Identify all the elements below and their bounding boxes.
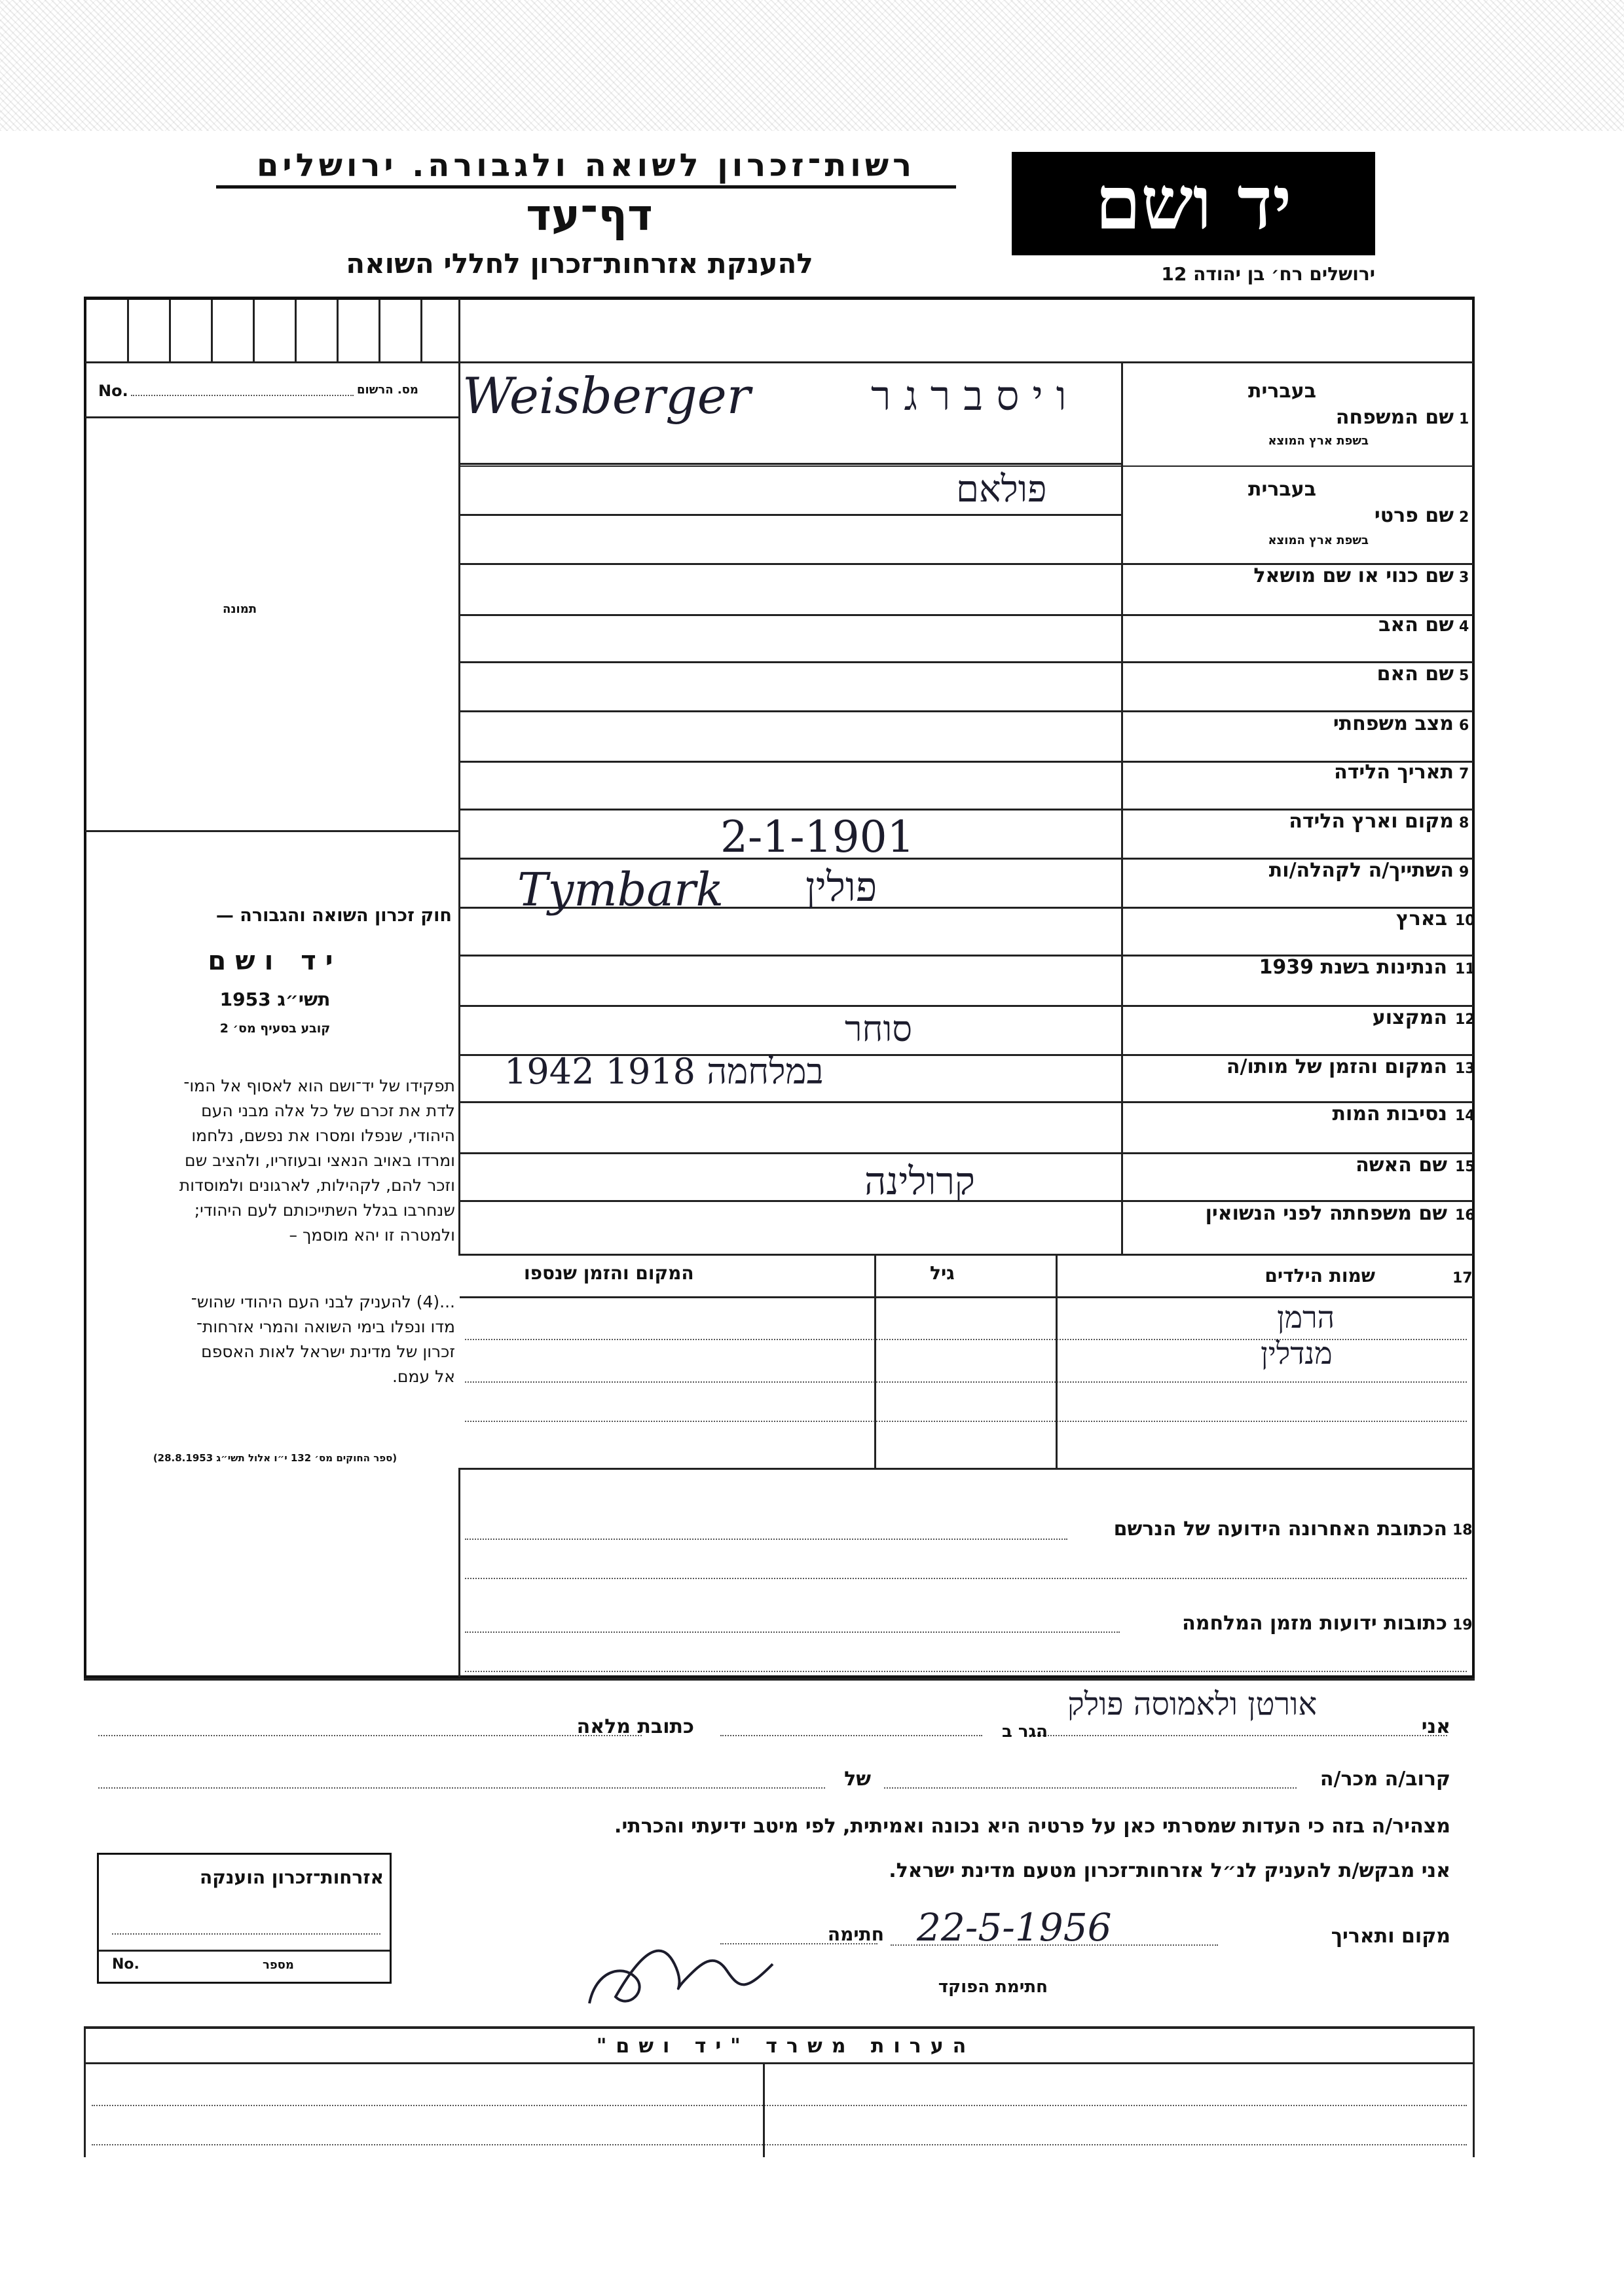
field-1-sub: בשפת ארץ המוצא: [1268, 434, 1369, 448]
field-15-label: שם האשה: [1356, 1154, 1447, 1176]
field-19-num: 19: [1452, 1617, 1473, 1633]
field-13-label: המקום והזמן של מותו/ה: [1226, 1055, 1447, 1078]
field-3-num: 3: [1459, 570, 1469, 586]
photo-label: תמונה: [223, 602, 257, 616]
law-p1-line: וזכר להם, לקהילות, לארגונים ולמוסדות: [179, 1176, 455, 1195]
field-19-label: כתובות ידועות מזמן המלחמה: [1182, 1612, 1447, 1635]
handwritten-date: 22-5-1956: [917, 1905, 1112, 1950]
handwritten-community-latin: Tymbark: [517, 863, 724, 917]
law-p1-line: היהודי, שנפלו ומסרו את נפשם, נלחמו: [191, 1126, 455, 1145]
children-header-place: המקום והזמן שנספו: [524, 1262, 694, 1284]
field-7-num: 7: [1459, 766, 1469, 782]
field-6-label: מצב משפחתי: [1333, 712, 1454, 735]
children-header-names: שמות הילדים: [1264, 1265, 1375, 1286]
field-9-label: השתייך/ה לקהלה/ות: [1268, 859, 1454, 882]
handwritten-child-1: הרמן: [1277, 1300, 1335, 1335]
law-p2-line: זכרון של מדינת ישראל לאות האספם: [201, 1342, 455, 1361]
law-citation: (ספר החוקים מס׳ 132 י״ו אלול תשי״ג 28.8.1953): [153, 1452, 397, 1464]
field-8-label: מקום וארץ הלידה: [1289, 810, 1454, 833]
yad-vashem-logo: [1012, 152, 1375, 255]
law-p2-line: מדו ונפלו בימי השואה והמרי אזרחות־: [196, 1317, 455, 1336]
field-18-num: 18: [1452, 1522, 1473, 1539]
decl-i: אני: [1421, 1715, 1450, 1738]
field-4-num: 4: [1459, 619, 1469, 635]
form-title: דף־עד: [526, 190, 653, 240]
scan-noise: [0, 0, 1624, 131]
decl-place-date: מקום ותאריך: [1331, 1925, 1450, 1948]
field-13-num: 13: [1455, 1061, 1475, 1077]
field-9-num: 9: [1459, 864, 1469, 881]
citizenship-number-label: מספר: [263, 1958, 294, 1972]
field-2-label: שם פרטי: [1374, 504, 1454, 527]
citizenship-no: No.: [112, 1956, 139, 1973]
decl-officer-signature: חתימת הפוקד: [938, 1977, 1048, 1997]
law-paragraph-2: [92, 1290, 455, 1389]
officer-signature-mark: [576, 1925, 799, 2016]
field-1-num: 1: [1459, 411, 1469, 428]
law-p1-line: תפקידו של יד־ושם הוא לאסוף אל המו־: [183, 1076, 455, 1095]
law-p1-line: שנחרבו בגלל השתייכותם לעם היהודי;: [194, 1201, 455, 1220]
law-p1-line: לדת את זכרם של כל אלה מבני העם: [201, 1101, 455, 1120]
field-11-num: 11: [1455, 961, 1475, 977]
decl-resident: הגר ב: [1001, 1722, 1048, 1741]
field-7-label: תאריך הלידה: [1334, 761, 1454, 784]
field-2-sub: בשפת ארץ המוצא: [1268, 534, 1369, 547]
children-num: 17: [1452, 1270, 1473, 1286]
decl-signature: חתימה: [827, 1923, 884, 1945]
field-15-num: 15: [1455, 1159, 1475, 1175]
field-18-label: הכתובת האחרונה הידועה של הנרשם: [1113, 1518, 1447, 1540]
handwritten-first-name: פולאם: [956, 468, 1047, 511]
law-paragraph-1: [92, 1074, 455, 1248]
law-year: תשי״ג 1953: [219, 989, 331, 1010]
handwritten-profession: סוחר: [845, 1008, 913, 1049]
citizenship-box: [97, 1853, 392, 1984]
field-14-num: 14: [1455, 1108, 1475, 1124]
form-frame: [84, 297, 1475, 1678]
handwritten-child-2: מנדלין: [1261, 1336, 1333, 1371]
law-section: קובע בסעיף מס׳ 2: [219, 1021, 331, 1036]
law-name: יד ושם: [208, 946, 342, 976]
field-12-num: 12: [1455, 1011, 1475, 1028]
field-1-label: שם המשפחה: [1335, 406, 1454, 429]
field-16-num: 16: [1455, 1207, 1475, 1224]
form-subtitle: להענקת אזרחות־זכרון לחללי השואה: [346, 247, 813, 280]
authority-title: רשות־זכרון לשואה ולגבורה. ירושלים: [216, 147, 956, 189]
handwritten-wife: קרולינה: [864, 1159, 975, 1203]
field-5-num: 5: [1459, 668, 1469, 684]
registration-no-label: No.: [98, 382, 128, 400]
registration-label: מס. הרשום: [357, 383, 418, 397]
handwritten-surname-hebrew: ויסברגר: [871, 372, 1080, 420]
handwritten-birth-date: 2-1-1901: [720, 812, 915, 862]
handwritten-community-hebrew: פולין: [805, 863, 877, 911]
handwritten-declarant: אורטן ולאמוסה פולק: [1067, 1686, 1318, 1722]
law-p1-line: ולמטרה זו יהא מוסמך –: [289, 1226, 455, 1245]
children-header-age: גיל: [930, 1262, 955, 1284]
field-14-label: נסיבות המות: [1332, 1102, 1447, 1125]
office-notes-title: הערות משרד "יד ושם": [596, 2035, 976, 2058]
field-10-num: 10: [1455, 913, 1475, 929]
field-11-label: הנתינות בשנת 1939: [1259, 956, 1447, 979]
law-p2-line: אל עמם.: [392, 1367, 455, 1386]
logo-text: יד ושם: [1095, 160, 1292, 246]
decl-line-2: אני מבקש/ת להעניק לנ״ל אזרחות־זכרון מטעם מדינת ישראל.: [889, 1859, 1450, 1882]
law-title: חוק זכרון השואה והגבורה —: [215, 905, 452, 926]
citizenship-title: אזרחות־זכרון הוענקה: [200, 1867, 384, 1888]
field-12-label: המקצוע: [1372, 1006, 1447, 1029]
field-8-num: 8: [1459, 815, 1469, 831]
field-10-label: בארץ: [1395, 907, 1447, 930]
field-2-hebrew: בעברית: [1248, 478, 1316, 501]
field-2-num: 2: [1459, 509, 1469, 526]
handwritten-surname-latin: Weisberger: [462, 367, 751, 425]
header-address: ירושלים רח׳ בן יהודה 12: [1161, 263, 1375, 285]
field-4-label: שם האב: [1378, 613, 1454, 636]
office-code-boxes: [85, 300, 458, 362]
law-p2-line: ...(4) להעניק לבני העם היהודי שהוש־: [191, 1292, 455, 1311]
decl-relative: קרוב/ה מכר/ה: [1320, 1768, 1450, 1791]
field-6-num: 6: [1459, 718, 1469, 734]
decl-full-address: כתובת מלאה: [576, 1715, 694, 1738]
decl-of: של: [844, 1768, 871, 1791]
field-5-label: שם האם: [1376, 663, 1454, 685]
field-16-label: שם משפחתה לפני הנשואין: [1205, 1202, 1447, 1225]
decl-line-1: מצהיר/ה בזה כי העדות שמסרתי כאן על פרטיה היא נכונה ואמיתית, לפי מיטב ידיעתי והכרתי.: [614, 1815, 1450, 1838]
handwritten-death: במלחמה 1918 1942: [504, 1051, 824, 1092]
field-1-hebrew: בעברית: [1248, 380, 1316, 403]
field-3-label: שם כנוי או שם מושאל: [1253, 564, 1454, 587]
law-p1-line: ומרדו באויב הנאצי ובעוזריו, ולהציב שם: [185, 1151, 455, 1170]
